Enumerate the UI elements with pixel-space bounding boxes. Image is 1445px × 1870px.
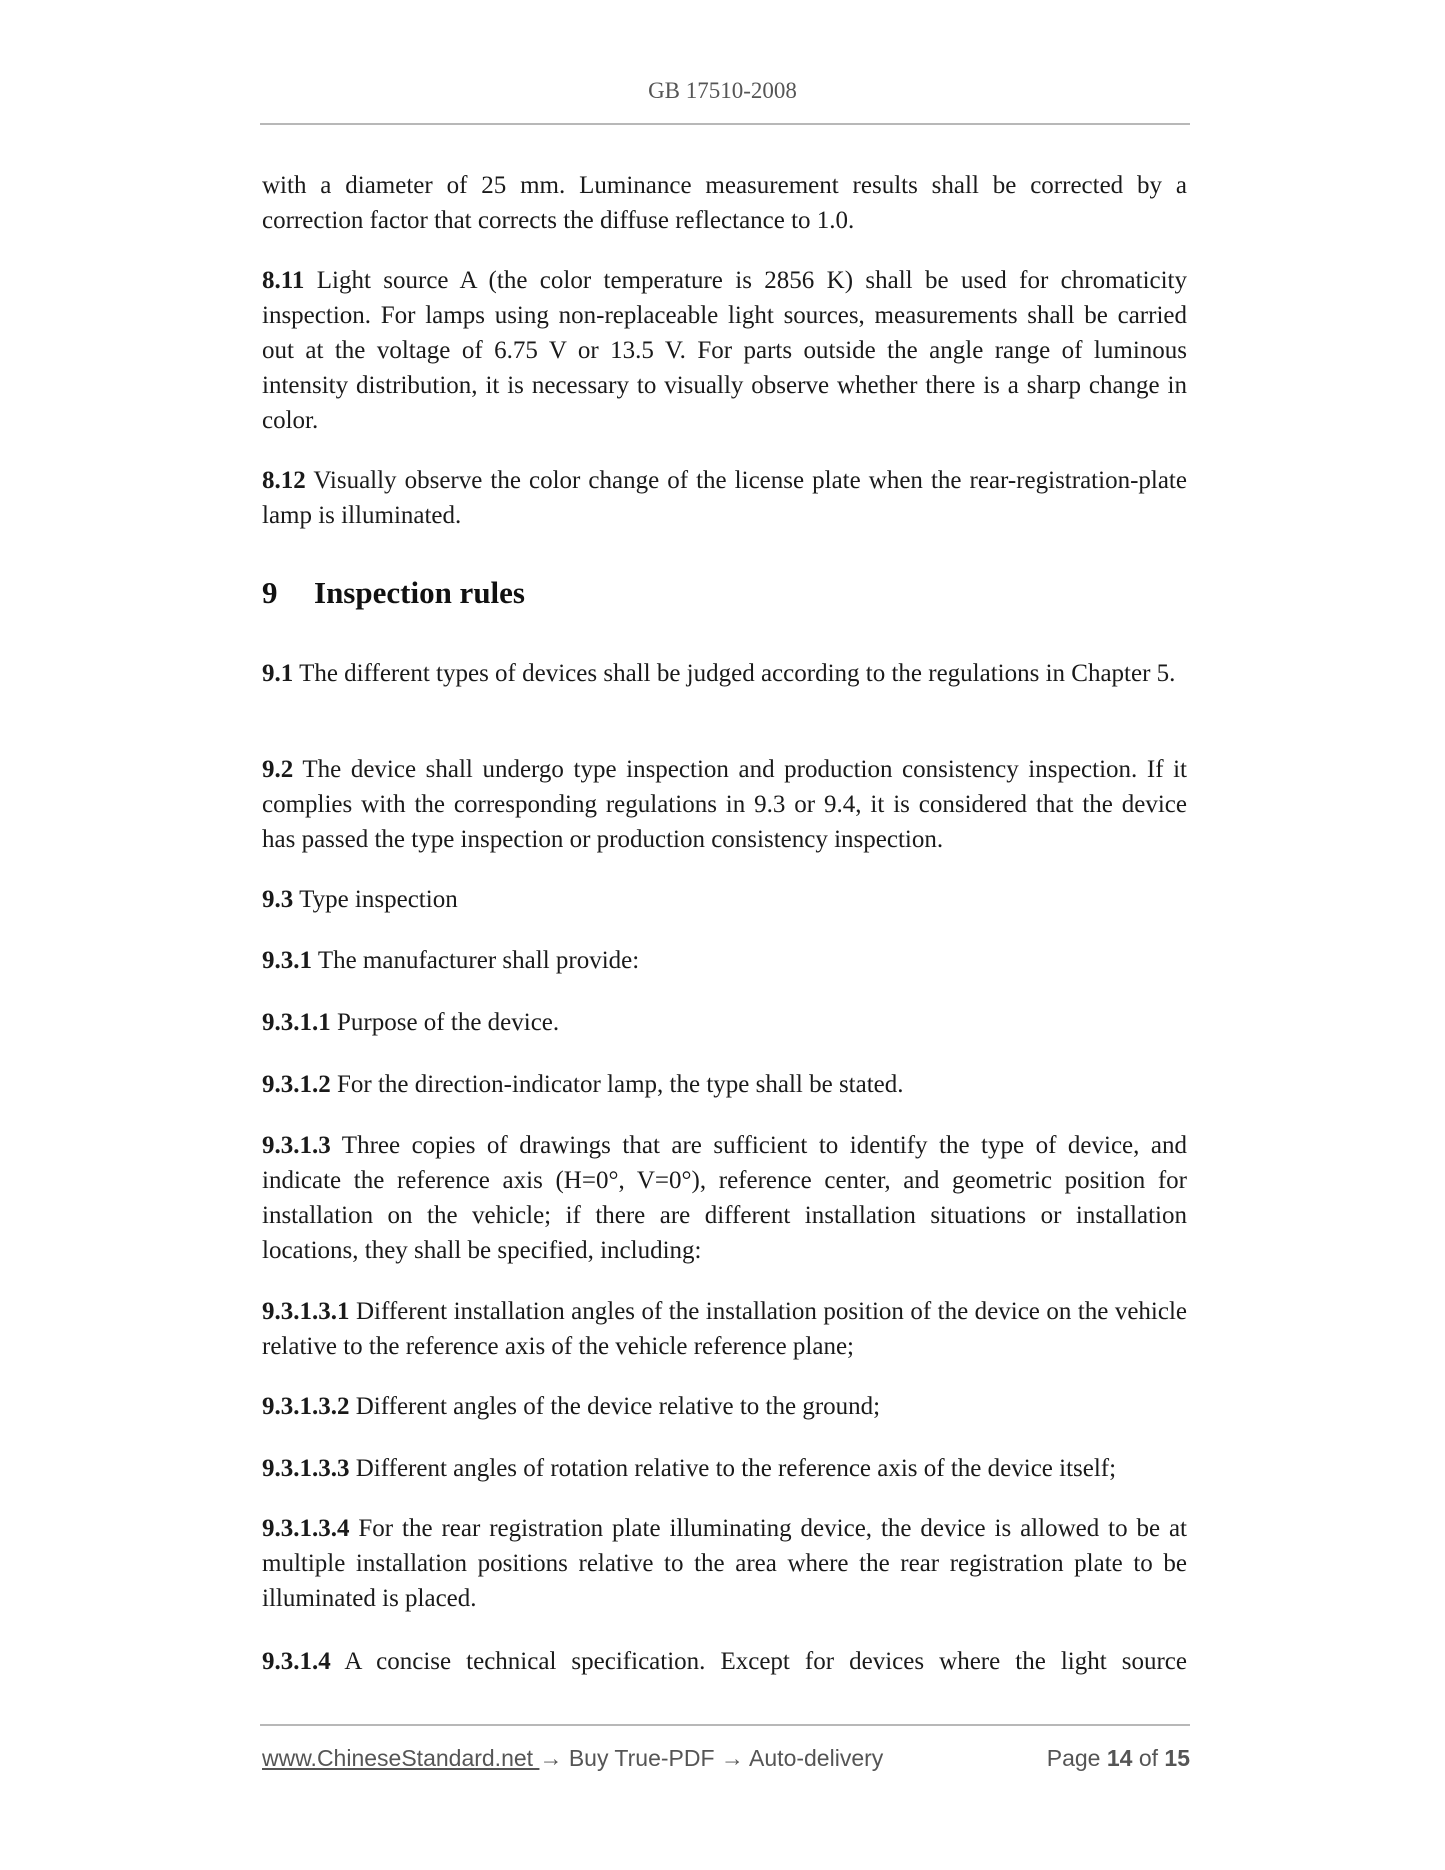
clause-9-3 (262, 882, 1187, 917)
arrow-right-icon: → (539, 1745, 563, 1771)
clause-8-11 (262, 263, 1187, 438)
footer-rule (260, 1724, 1190, 1726)
header-rule (260, 123, 1190, 125)
clause-text: For the direction-indicator lamp, the type shall be stated. (337, 1071, 904, 1098)
clause-text: Type inspection (299, 886, 458, 913)
clause-9-3-1-3-3 (262, 1451, 1187, 1486)
page-indicator (1047, 1745, 1190, 1772)
clause-9-3-1-3 (262, 1128, 1187, 1268)
clause-9-3-1-4 (262, 1644, 1187, 1679)
clause-9-3-1-3-4 (262, 1511, 1187, 1616)
clause-text: Three copies of drawings that are sufficient to identify the type of device, and indicate the reference axis (H=0°, V=0°), reference center, and geometric position for installation on the vehicle; if there are different installation situations or installation locations, they shall be specified, including: (262, 1132, 1187, 1264)
section-heading (262, 575, 525, 610)
clause-9-3-1 (262, 943, 1187, 978)
clause-text: The manufacturer shall provide: (317, 947, 640, 974)
section-title: Inspection rules (314, 575, 525, 610)
clause-text: The device shall undergo type inspection and production consistency inspection. If it complies with the corresponding regulations in 9.3 or 9.4, it is considered that the device has passed the type inspection or production consistency inspection. (262, 756, 1187, 853)
of-label: of (1132, 1745, 1165, 1771)
clause-text: Purpose of the device. (337, 1009, 560, 1036)
clause-number: 8.11 (262, 267, 305, 294)
footer-promo (262, 1745, 883, 1772)
paragraph-text: with a diameter of 25 mm. Luminance measurement results shall be corrected by a correction factor that corrects the diffuse reflectance to 1.0. (262, 172, 1187, 234)
clause-9-3-1-3-1 (262, 1294, 1187, 1364)
clause-number: 9.3.1.3.2 (262, 1393, 350, 1420)
clause-text: For the rear registration plate illuminating device, the device is allowed to be at multiple installation positions relative to the area where the rear registration plate to be illuminated is placed. (262, 1515, 1187, 1612)
clause-9-1 (262, 656, 1187, 691)
page-current: 14 (1106, 1745, 1133, 1771)
clause-9-3-1-2 (262, 1067, 1187, 1102)
clause-text: Different angles of rotation relative to the reference axis of the device itself; (355, 1455, 1117, 1482)
clause-9-3-1-1 (262, 1005, 1187, 1040)
clause-number: 9.3.1.3.3 (262, 1455, 350, 1482)
clause-text: A concise technical specification. Except for devices where the light source (344, 1648, 1187, 1675)
clause-number: 9.3.1.3.1 (262, 1298, 350, 1325)
clause-number: 9.3.1 (262, 947, 312, 974)
clause-number: 9.3.1.4 (262, 1648, 331, 1675)
clause-text: Light source A (the color temperature is 2856 K) shall be used for chromaticity inspection. For lamps using non-replaceable light sources, measurements shall be carried out at the voltage of 6.75 V or 13.5 V. For parts outside the angle range of luminous intensity distribution, it is necessary to visually observe whether there is a sharp change in color. (262, 267, 1188, 434)
clause-9-3-1-3-2 (262, 1389, 1187, 1424)
website-link[interactable]: www.ChineseStandard.net (262, 1745, 540, 1771)
buy-pdf-text: Buy True-PDF (562, 1745, 721, 1771)
clause-text: Different angles of the device relative to the ground; (355, 1393, 881, 1420)
clause-text: Visually observe the color change of the license plate when the rear-registration-plate lamp is illuminated. (262, 467, 1187, 529)
clause-number: 9.3.1.3.4 (262, 1515, 350, 1542)
arrow-right-icon: → (720, 1745, 744, 1771)
paragraph-continuation (262, 168, 1187, 238)
clause-number: 9.3.1.1 (262, 1009, 331, 1036)
page-total: 15 (1164, 1745, 1190, 1771)
clause-text: Different installation angles of the installation position of the device on the vehicle relative to the reference axis of the vehicle reference plane; (262, 1298, 1188, 1360)
clause-number: 9.3 (262, 886, 294, 913)
clause-number: 9.3.1.3 (262, 1132, 331, 1159)
clause-9-2 (262, 752, 1187, 857)
clause-number: 9.2 (262, 756, 294, 783)
clause-number: 8.12 (262, 467, 306, 494)
document-header: GB 17510-2008 (648, 78, 797, 103)
clause-number: 9.1 (262, 660, 294, 687)
clause-8-12 (262, 463, 1187, 533)
clause-number: 9.3.1.2 (262, 1071, 331, 1098)
section-number: 9 (262, 575, 278, 610)
clause-text: The different types of devices shall be judged according to the regulations in Chapter 5. (299, 660, 1176, 687)
auto-delivery-text: Auto-delivery (743, 1745, 884, 1771)
page-label: Page (1046, 1745, 1107, 1771)
